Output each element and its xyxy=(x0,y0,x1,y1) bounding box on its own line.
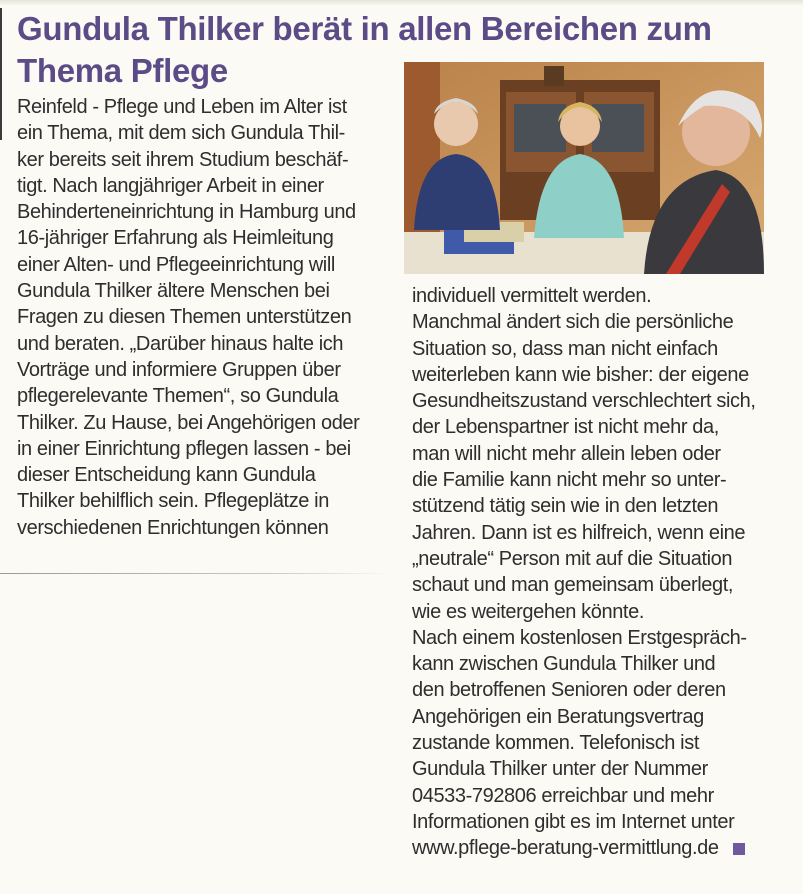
body-line: zustande kommen. Telefonisch ist xyxy=(412,732,699,755)
body-line: Angehörigen ein Beratungsvertrag xyxy=(412,705,704,728)
headline-line: Thema Pflege xyxy=(17,52,228,89)
body-line: in einer Einrichtung pflegen lassen - bei xyxy=(17,437,351,460)
body-line: Vorträge und informiere Gruppen über xyxy=(17,358,341,381)
body-line: Situation so, dass man nicht einfach xyxy=(412,337,718,360)
body-line: tigt. Nach langjähriger Arbeit in einer xyxy=(17,174,324,197)
left-margin-rule xyxy=(0,8,2,140)
body-line: kann zwischen Gundula Thilker und xyxy=(412,653,716,676)
body-line: man will nicht mehr allein leben oder xyxy=(412,442,721,465)
body-line: Jahren. Dann ist es hilfreich, wenn eine xyxy=(412,521,746,544)
body-line: den betroffenen Senioren oder deren xyxy=(412,679,726,702)
body-line: Gundula Thilker ältere Menschen bei xyxy=(17,280,330,303)
body-line: Reinfeld - Pflege und Leben im Alter ist xyxy=(17,96,347,118)
body-line: Fragen zu diesen Themen unterstützen xyxy=(17,306,352,329)
top-rule xyxy=(0,0,803,6)
body-line: 04533-792806 erreichbar und mehr xyxy=(412,784,714,807)
body-line: der Lebenspartner ist nicht mehr da, xyxy=(412,416,719,439)
body-line: weiterleben kann wie bisher: der eigene xyxy=(412,363,749,386)
body-line-last xyxy=(412,835,782,861)
body-line: pflegerelevante Themen“, so Gundula xyxy=(17,385,339,408)
body-line: dieser Entscheidung kann Gundula xyxy=(17,464,316,487)
article-body-right-column xyxy=(412,283,782,862)
article-end-square-icon xyxy=(733,843,745,855)
body-line: 16-jähriger Erfahrung als Heimleitung xyxy=(17,227,334,250)
body-line: verschiedenen Enrichtungen können xyxy=(17,516,329,539)
body-line: Gesundheitszustand verschlechtert sich, xyxy=(412,390,756,413)
body-line: „neutrale“ Person mit auf die Situation xyxy=(412,547,733,570)
article-body-left-column xyxy=(17,94,387,541)
body-line: Gundula Thilker unter der Nummer xyxy=(412,758,708,781)
body-line: Informationen gibt es im Internet unter xyxy=(412,810,735,833)
website-link[interactable]: www.pflege-beratung-vermittlung.de xyxy=(412,837,719,860)
headline-line: Gundula Thilker berät in allen Bereichen zum xyxy=(17,10,712,47)
body-line: Manchmal ändert sich die persönliche xyxy=(412,311,734,334)
column-end-rule xyxy=(0,573,390,574)
body-line: schaut und man gemeinsam überlegt, xyxy=(412,574,734,597)
body-line: die Familie kann nicht mehr so unter- xyxy=(412,469,727,492)
body-line: individuell vermittelt werden. xyxy=(412,285,652,307)
body-line: Thilker behilflich sein. Pflegeplätze in xyxy=(17,490,329,513)
body-line: Nach einem kostenlosen Erstgespräch- xyxy=(412,626,747,649)
body-line: stützend tätig sein wie in den letzten xyxy=(412,495,719,518)
body-line: ker bereits seit ihrem Studium beschäf- xyxy=(17,148,349,171)
body-line: Thilker. Zu Hause, bei Angehörigen oder xyxy=(17,411,360,434)
article-photo xyxy=(404,62,764,274)
body-line: Behinderteneinrichtung in Hamburg und xyxy=(17,201,356,224)
body-line: einer Alten- und Pflegeeinrichtung will xyxy=(17,253,335,276)
body-line: und beraten. „Darüber hinaus halte ich xyxy=(17,332,344,355)
body-line: wie es weitergehen könnte. xyxy=(412,600,644,623)
body-line: ein Thema, mit dem sich Gundula Thil- xyxy=(17,122,345,145)
